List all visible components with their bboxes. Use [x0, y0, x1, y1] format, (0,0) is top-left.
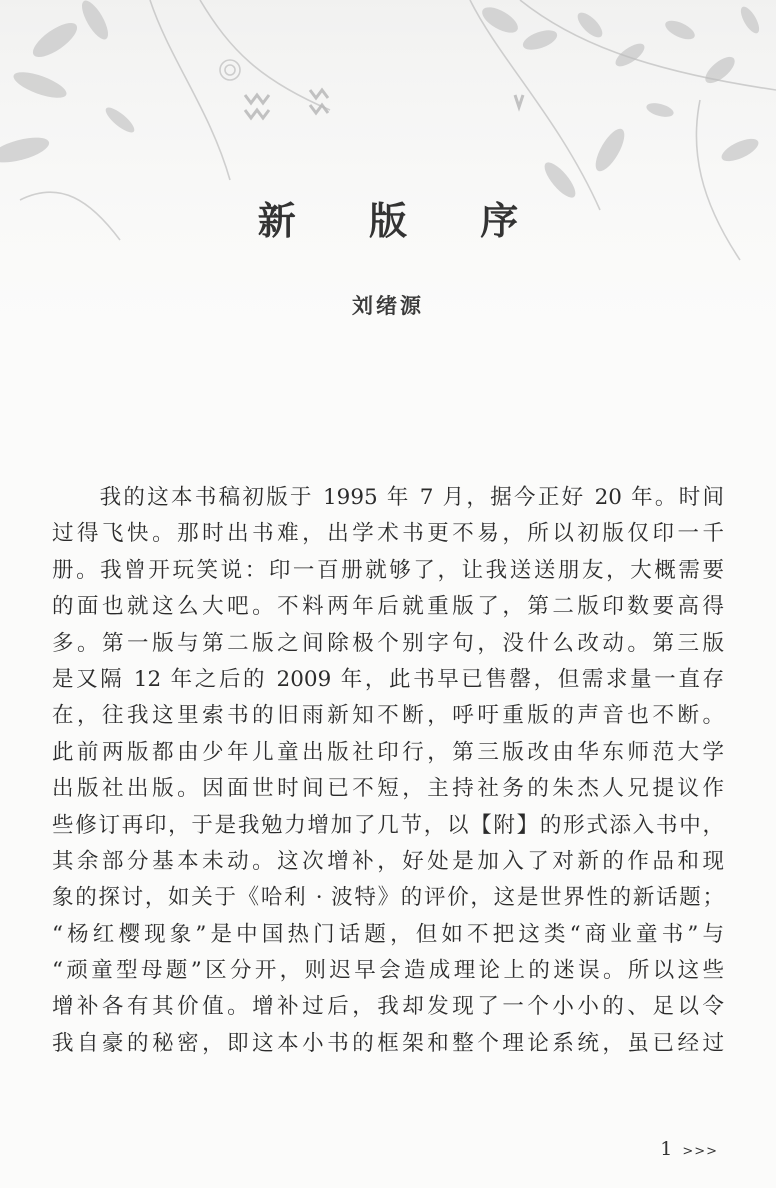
page-number: 1 [660, 1138, 673, 1160]
text-line: “顽童型母题”区分开，则迟早会造成理论上的迷误。所以这些 [52, 958, 724, 984]
text-line: 此前两版都由少年儿童出版社印行，第三版改由华东师范大学 [52, 739, 724, 765]
text-line: 我自豪的秘密，即这本小书的框架和整个理论系统，虽已经过 [52, 1030, 724, 1056]
text-line: 册。我曾开玩笑说：印一百册就够了，让我送送朋友，大概需要 [52, 557, 724, 583]
page-footer [660, 1138, 718, 1160]
text-line: 多。第一版与第二版之间除极个别字句，没什么改动。第三版 [52, 630, 724, 656]
text-line: 是又隔 12 年之后的 2009 年，此书早已售罄，但需求量一直存 [52, 666, 724, 692]
author-name: 刘绪源 [352, 294, 424, 318]
text-line: 象的探讨，如关于《哈利 · 波特》的评价，这是世界性的新话题； [52, 885, 724, 911]
page-title: 新 版 序 [257, 199, 549, 243]
text-line: “杨红樱现象”是中国热门话题，但如不把这类“商业童书”与 [52, 921, 724, 947]
floral-decoration [0, 0, 776, 330]
text-line: 些修订再印，于是我勉力增加了几节，以【附】的形式添入书中， [52, 812, 724, 838]
next-page-arrows: >>> [682, 1144, 718, 1159]
text-line: 我的这本书稿初版于 1995 年 7 月，据今正好 20 年。时间 [52, 485, 724, 510]
text-line: 其余部分基本未动。这次增补，好处是加入了对新的作品和现 [52, 848, 724, 874]
text-line: 在，往我这里索书的旧雨新知不断，呼吁重版的声音也不断。 [52, 703, 724, 729]
text-line: 的面也就这么大吧。不料两年后就重版了，第二版印数要高得 [52, 594, 724, 620]
text-line: 增补各有其价值。增补过后，我却发现了一个小小的、足以令 [52, 994, 724, 1020]
text-line: 过得飞快。那时出书难，出学术书更不易，所以初版仅印一千 [52, 521, 724, 547]
preface-body [52, 480, 724, 1062]
text-line: 出版社出版。因面世时间已不短，主持社务的朱杰人兄提议作 [52, 776, 724, 802]
